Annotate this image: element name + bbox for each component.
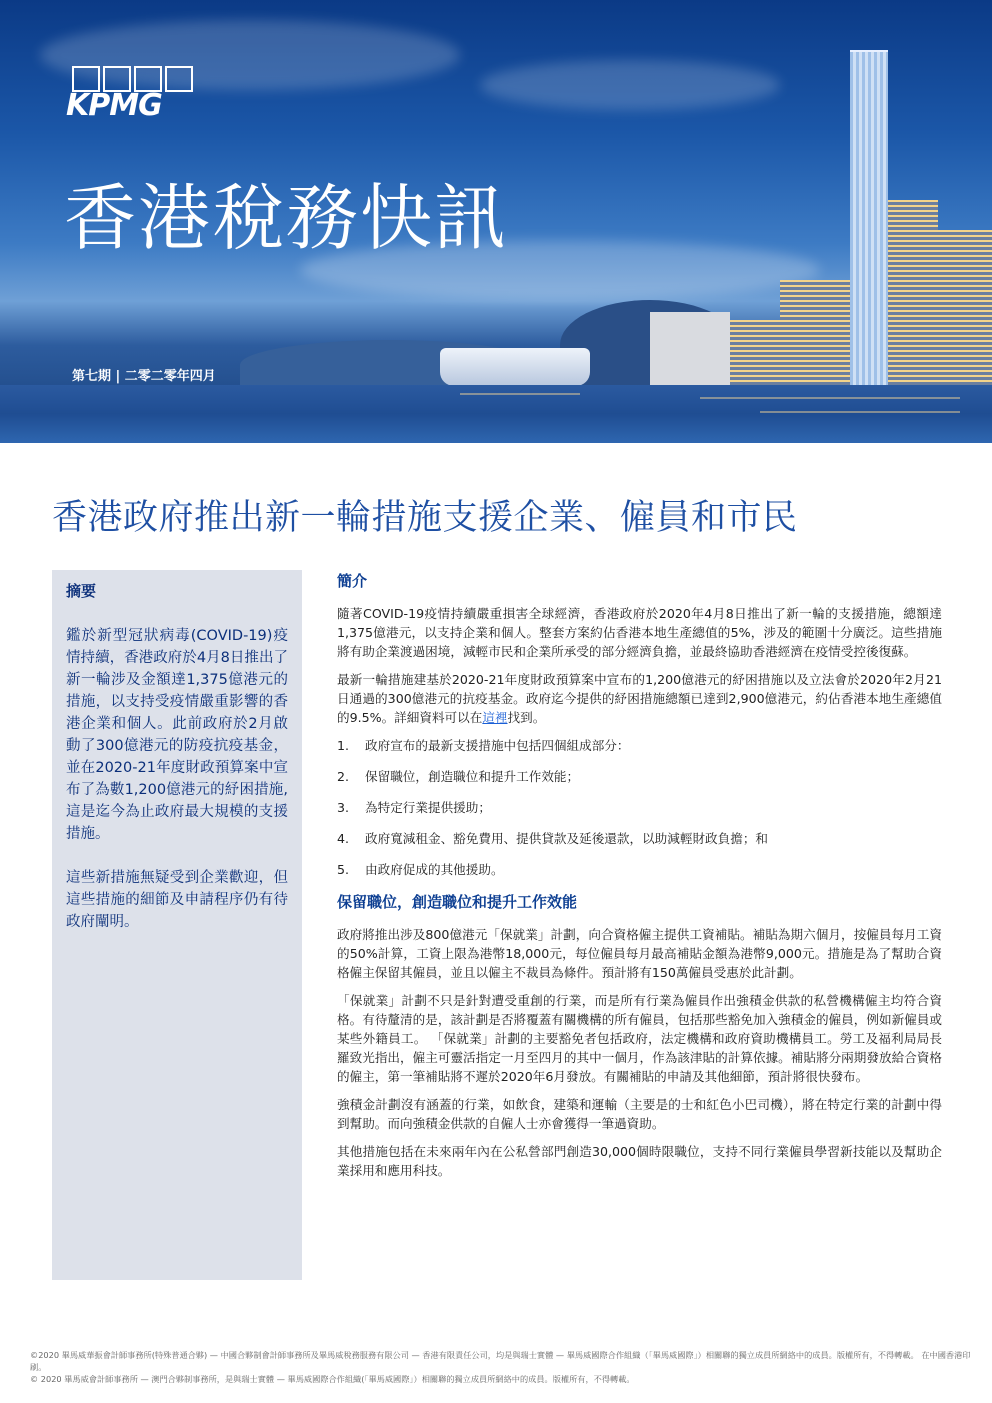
article-headline: 香港政府推出新一輪措施支援企業、僱員和市民 (52, 498, 798, 538)
harbour-water (0, 385, 992, 443)
list-item (337, 767, 942, 786)
list-number: 4. (337, 831, 350, 846)
list-text: 由政府促成的其他援助。 (365, 862, 504, 877)
copyright-footer (30, 1349, 975, 1385)
list-text: 政府寬減租金、豁免費用、提供貸款及延後還款，以助減輕財政負擔；和 (365, 831, 768, 846)
cruise-ship (440, 348, 590, 386)
intro-heading: 簡介 (337, 572, 368, 590)
list-number: 5. (337, 862, 350, 877)
publication-title: 香港稅務快訊 (64, 176, 509, 260)
copyright-line: © 2020 畢馬威會計師事務所 — 澳門合夥制事務所，是與瑞士實體 — 畢馬威國際合作組織(「畢馬威國際」）相關聯的獨立成員所網絡中的成員。版權所有，不得轉載。 (30, 1374, 635, 1384)
list-item (337, 736, 942, 755)
list-item (337, 798, 942, 817)
list-text: 保留職位，創造職位和提升工作效能； (365, 769, 580, 784)
list-number: 3. (337, 800, 350, 815)
section-paragraph: 「保就業」計劃不只是針對遭受重創的行業，而是所有行業為僱員作出強積金供款的私營機構僱主均符合資格。有待釐清的是，該計劃是否將覆蓋有關機構的所有僱員，包括那些豁免加入強積金的僱員，例如新僱員或某些外籍員工。 「保就業」計劃的主要豁免者包括政府，法定機構和政府資助機構員工。勞工及福利局局長羅致光指出，僱主可靈活指定一月至四月的其中一個月，作為該津貼的計算依據。補貼將分兩期發放給合資格的僱主，第一筆補貼將不遲於2020年6月發放。有關補貼的申請及其他細節，預計將很快發布。 (337, 993, 942, 1084)
logo-text: KPMG (66, 88, 162, 123)
section-paragraph: 強積金計劃沒有涵蓋的行業，如飲食，建築和運輸（主要是的士和紅色小巴司機），將在特定行業的計劃中得到幫助。而向強積金供款的自僱人士亦會獲得一筆過資助。 (337, 1097, 942, 1131)
list-number: 1. (337, 738, 350, 753)
intro-text: 找到。 (507, 710, 546, 725)
copyright-line: ©2020 畢馬威華振會計師事務所(特殊普通合夥) — 中國合夥制會計師事務所及畢馬威稅務服務有限公司 — 香港有限責任公司，均是與瑞士實體 — 畢馬威國際合作組織（「畢馬威國際」）相關聯的獨立成員所網絡中的成員。版權所有，不得轉載。 在中國香港印刷。 (30, 1350, 971, 1372)
building (780, 280, 850, 385)
cover-banner (0, 0, 992, 443)
intro-paragraph: 隨著COVID-19疫情持續嚴重損害全球經濟，香港政府於2020年4月8日推出了新一輪的支援措施，總額達1,375億港元，以支持企業和個人。整套方案約佔香港本地生產總值的5%，涉及的範圍十分廣泛。這些措施將有助企業渡過困境，減輕市民和企業所承受的部分經濟負擔，並最終協助香港經濟在疫情受控後復蘇。 (337, 606, 942, 659)
main-column (337, 570, 942, 1189)
list-item (337, 829, 942, 848)
section-paragraph: 其他措施包括在未來兩年內在公私營部門創造30,000個時限職位，支持不同行業僱員學習新技能以及幫助企業採用和應用科技。 (337, 1144, 942, 1178)
cloud (480, 60, 780, 110)
list-text: 政府宣布的最新支援措施中包括四個組成部分： (365, 738, 630, 753)
intro-text: 最新一輪措施建基於2020-21年度財政預算案中宣布的1,200億港元的紓困措施以及立法會於2020年2月21日通過的300億港元的抗疫基金。政府迄今提供的紓困措施總額已達到2,900億港元，約佔香港本地生產總值的9.5%。詳細資料可以在 (337, 672, 942, 725)
intro-paragraph-2 (337, 670, 942, 727)
summary-paragraph: 鑑於新型冠狀病毒(COVID-19)疫情持續，香港政府於4月8日推出了新一輪涉及金額達1,375億港元的措施，以支持受疫情嚴重影響的香港企業和個人。此前政府於2月啟動了300億港元的防疫抗疫基金，並在2020-21年度財政預算案中宣布了為數1,200億港元的紓困措施,這是迄今為止政府最大規模的支援措施。 (66, 628, 288, 842)
list-number: 2. (337, 769, 350, 784)
summary-paragraph: 這些新措施無疑受到企業歡迎，但這些措施的細節及申請程序仍有待政府闡明。 (66, 870, 288, 930)
skyscraper (850, 50, 888, 385)
section-heading: 保留職位，創造職位和提升工作效能 (337, 893, 578, 911)
kpmg-logo (66, 66, 194, 123)
museum-building (650, 312, 730, 385)
summary-title: 摘要 (66, 582, 97, 600)
summary-sidebar (52, 570, 302, 1280)
details-link[interactable]: 這裡 (482, 710, 508, 725)
building (888, 200, 938, 385)
list-text: 為特定行業提供援助； (365, 800, 491, 815)
building (938, 230, 992, 385)
issue-date: 第七期 | 二零二零年四月 (72, 369, 216, 384)
measures-list (337, 736, 942, 879)
list-item (337, 860, 942, 879)
section-paragraph: 政府將推出涉及800億港元「保就業」計劃，向合資格僱主提供工資補貼。補貼為期六個月，按僱員每月工資的50%計算，工資上限為港幣18,000元，每位僱員每月最高補貼金額為港幣9,000元。措施是為了幫助合資格僱主保留其僱員，並且以僱主不裁員為條件。預計將有150萬僱員受惠於此計劃。 (337, 927, 942, 980)
